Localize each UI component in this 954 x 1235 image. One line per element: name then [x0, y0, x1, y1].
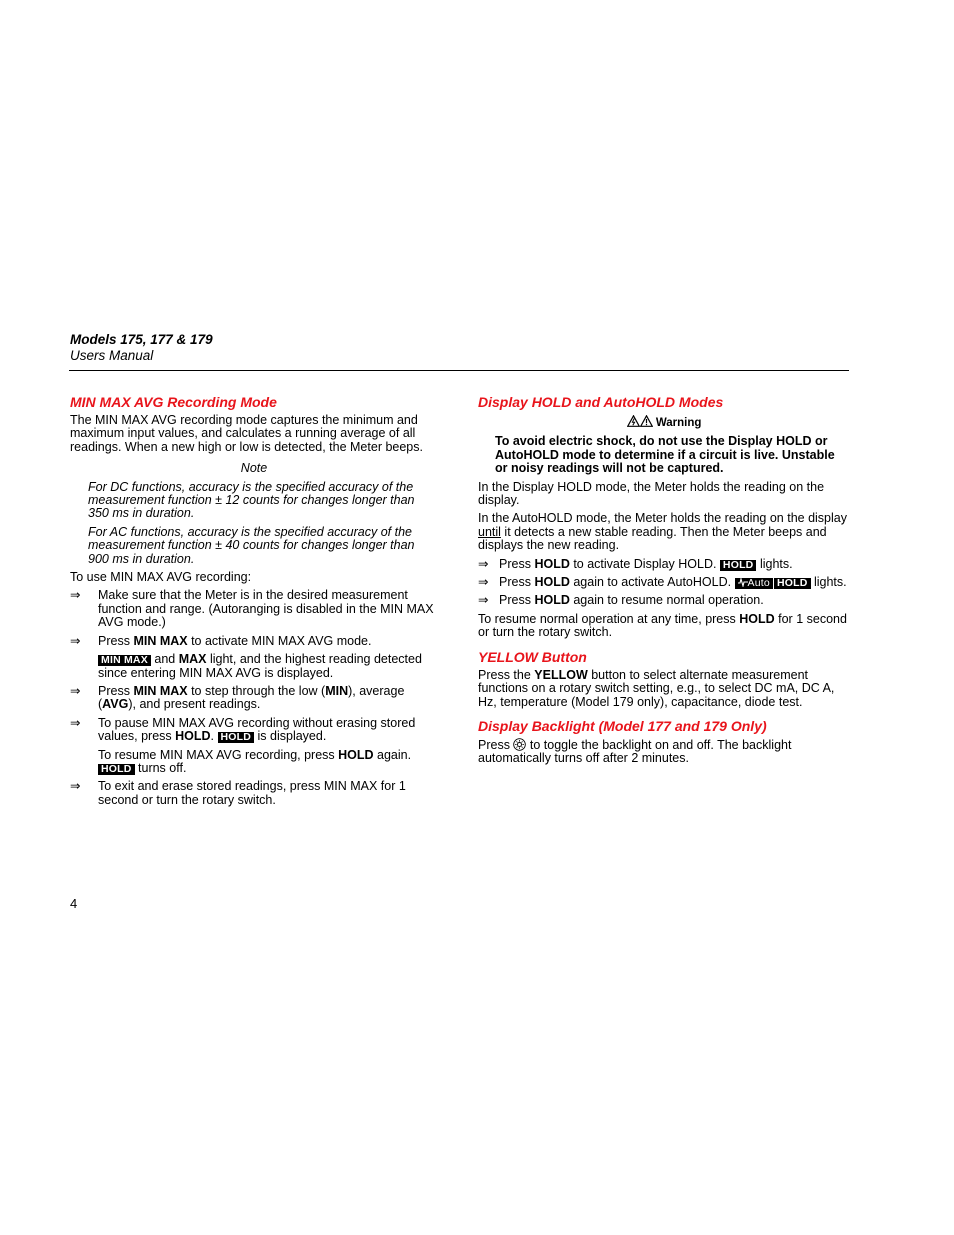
min-max-lcd-icon: MIN MAX [98, 655, 151, 666]
header-rule [69, 370, 849, 371]
autohold-lcd-icon: Auto [735, 578, 773, 589]
arrow-icon: ⇒ [70, 715, 81, 730]
section-heading-yellow: YELLOW Button [478, 648, 587, 665]
manual-title: Models 175, 177 & 179 [70, 332, 213, 347]
hold-lcd-icon: HOLD [774, 578, 811, 589]
yellow-paragraph: Press the YELLOW button to select alternate measurement functions on a rotary switch setting, e.g., to select DC mA, DC A, Hz, temperature (Model 179 only), capacitance, diode test. [478, 667, 835, 709]
arrow-icon: ⇒ [478, 556, 489, 571]
backlight-paragraph: Press to toggle the backlight on and off. The backlight automatically turns off after 2 minutes. [478, 737, 792, 766]
autohold-paragraph: In the AutoHOLD mode, the Meter holds the reading on the display until it detects a new stable reading. Then the Meter beeps and displays the new reading. [478, 511, 847, 553]
list-item: ⇒ To pause MIN MAX AVG recording without erasing stored values, press HOLD. HOLD is displayed. [70, 715, 416, 744]
warning-text: To avoid electric shock, do not use the Display HOLD or AutoHOLD mode to determine if a circuit is live. Unstable or noisy readings will not be captured. [495, 434, 835, 476]
note-label: Note [240, 461, 268, 476]
manual-subtitle: Users Manual [70, 348, 154, 363]
section-heading-backlight: Display Backlight (Model 177 and 179 Only) [478, 717, 767, 734]
list-item: ⇒ Press HOLD to activate Display HOLD. HOLD lights. [478, 556, 793, 571]
hold-lcd-icon: HOLD [98, 764, 135, 775]
warning-header: Warning [478, 415, 850, 430]
hold-lcd-icon: HOLD [218, 732, 255, 743]
arrow-icon: ⇒ [70, 779, 81, 794]
page-number: 4 [70, 896, 78, 911]
list-item: ⇒ To exit and erase stored readings, press MIN MAX for 1 second or turn the rotary switch. [70, 779, 406, 807]
warning-icon [640, 415, 653, 427]
section-heading-hold: Display HOLD and AutoHOLD Modes [478, 394, 724, 410]
section-heading-min-max: MIN MAX AVG Recording Mode [70, 394, 277, 410]
arrow-icon: ⇒ [70, 588, 81, 603]
right-column [478, 394, 850, 766]
note-dc: For DC functions, accuracy is the specified accuracy of the measurement function ± 12 counts for changes longer than 350 ms in duration. [88, 479, 415, 521]
left-column [70, 394, 438, 807]
min-max-display-note: MIN MAX and MAX light, and the highest reading detected since entering MIN MAX AVG is displayed. [98, 652, 422, 680]
arrow-icon: ⇒ [70, 683, 81, 698]
arrow-icon: ⇒ [478, 593, 489, 608]
list-item: ⇒ Press HOLD again to activate AutoHOLD. Auto HOLD lights. [478, 575, 847, 590]
list-item: ⇒ Press MIN MAX to step through the low (MIN), average (AVG), and present readings. [70, 683, 405, 712]
resume-note: To resume MIN MAX AVG recording, press HOLD again. HOLD turns off. [98, 747, 412, 775]
arrow-icon: ⇒ [70, 633, 81, 648]
list-item: ⇒ Press MIN MAX to activate MIN MAX AVG mode. [70, 633, 372, 648]
display-hold-paragraph: In the Display HOLD mode, the Meter holds the reading on the display. [478, 479, 825, 508]
hold-lcd-icon: HOLD [720, 560, 757, 571]
arrow-icon: ⇒ [478, 575, 489, 590]
note-ac: For AC functions, accuracy is the specified accuracy of the measurement function ± 40 counts for changes longer than 900 ms in duration. [88, 524, 415, 566]
electric-hazard-icon [627, 415, 640, 427]
list-item: ⇒ Press HOLD again to resume normal operation. [478, 593, 764, 608]
backlight-icon [513, 738, 526, 751]
to-use-line: To use MIN MAX AVG recording: [70, 570, 252, 585]
min-max-intro: The MIN MAX AVG recording mode captures the minimum and maximum input values, and calculates a running average of all readings. When a new high or low is detected, the Meter beeps. [70, 413, 423, 454]
list-item [70, 589, 438, 629]
resume-paragraph: To resume normal operation at any time, press HOLD for 1 second or turn the rotary switch. [478, 611, 847, 640]
bullet-text: Make sure that the Meter is in the desired measurement function and range. (Autoranging is disabled in the MIN MAX AVG mode.) [98, 588, 434, 630]
